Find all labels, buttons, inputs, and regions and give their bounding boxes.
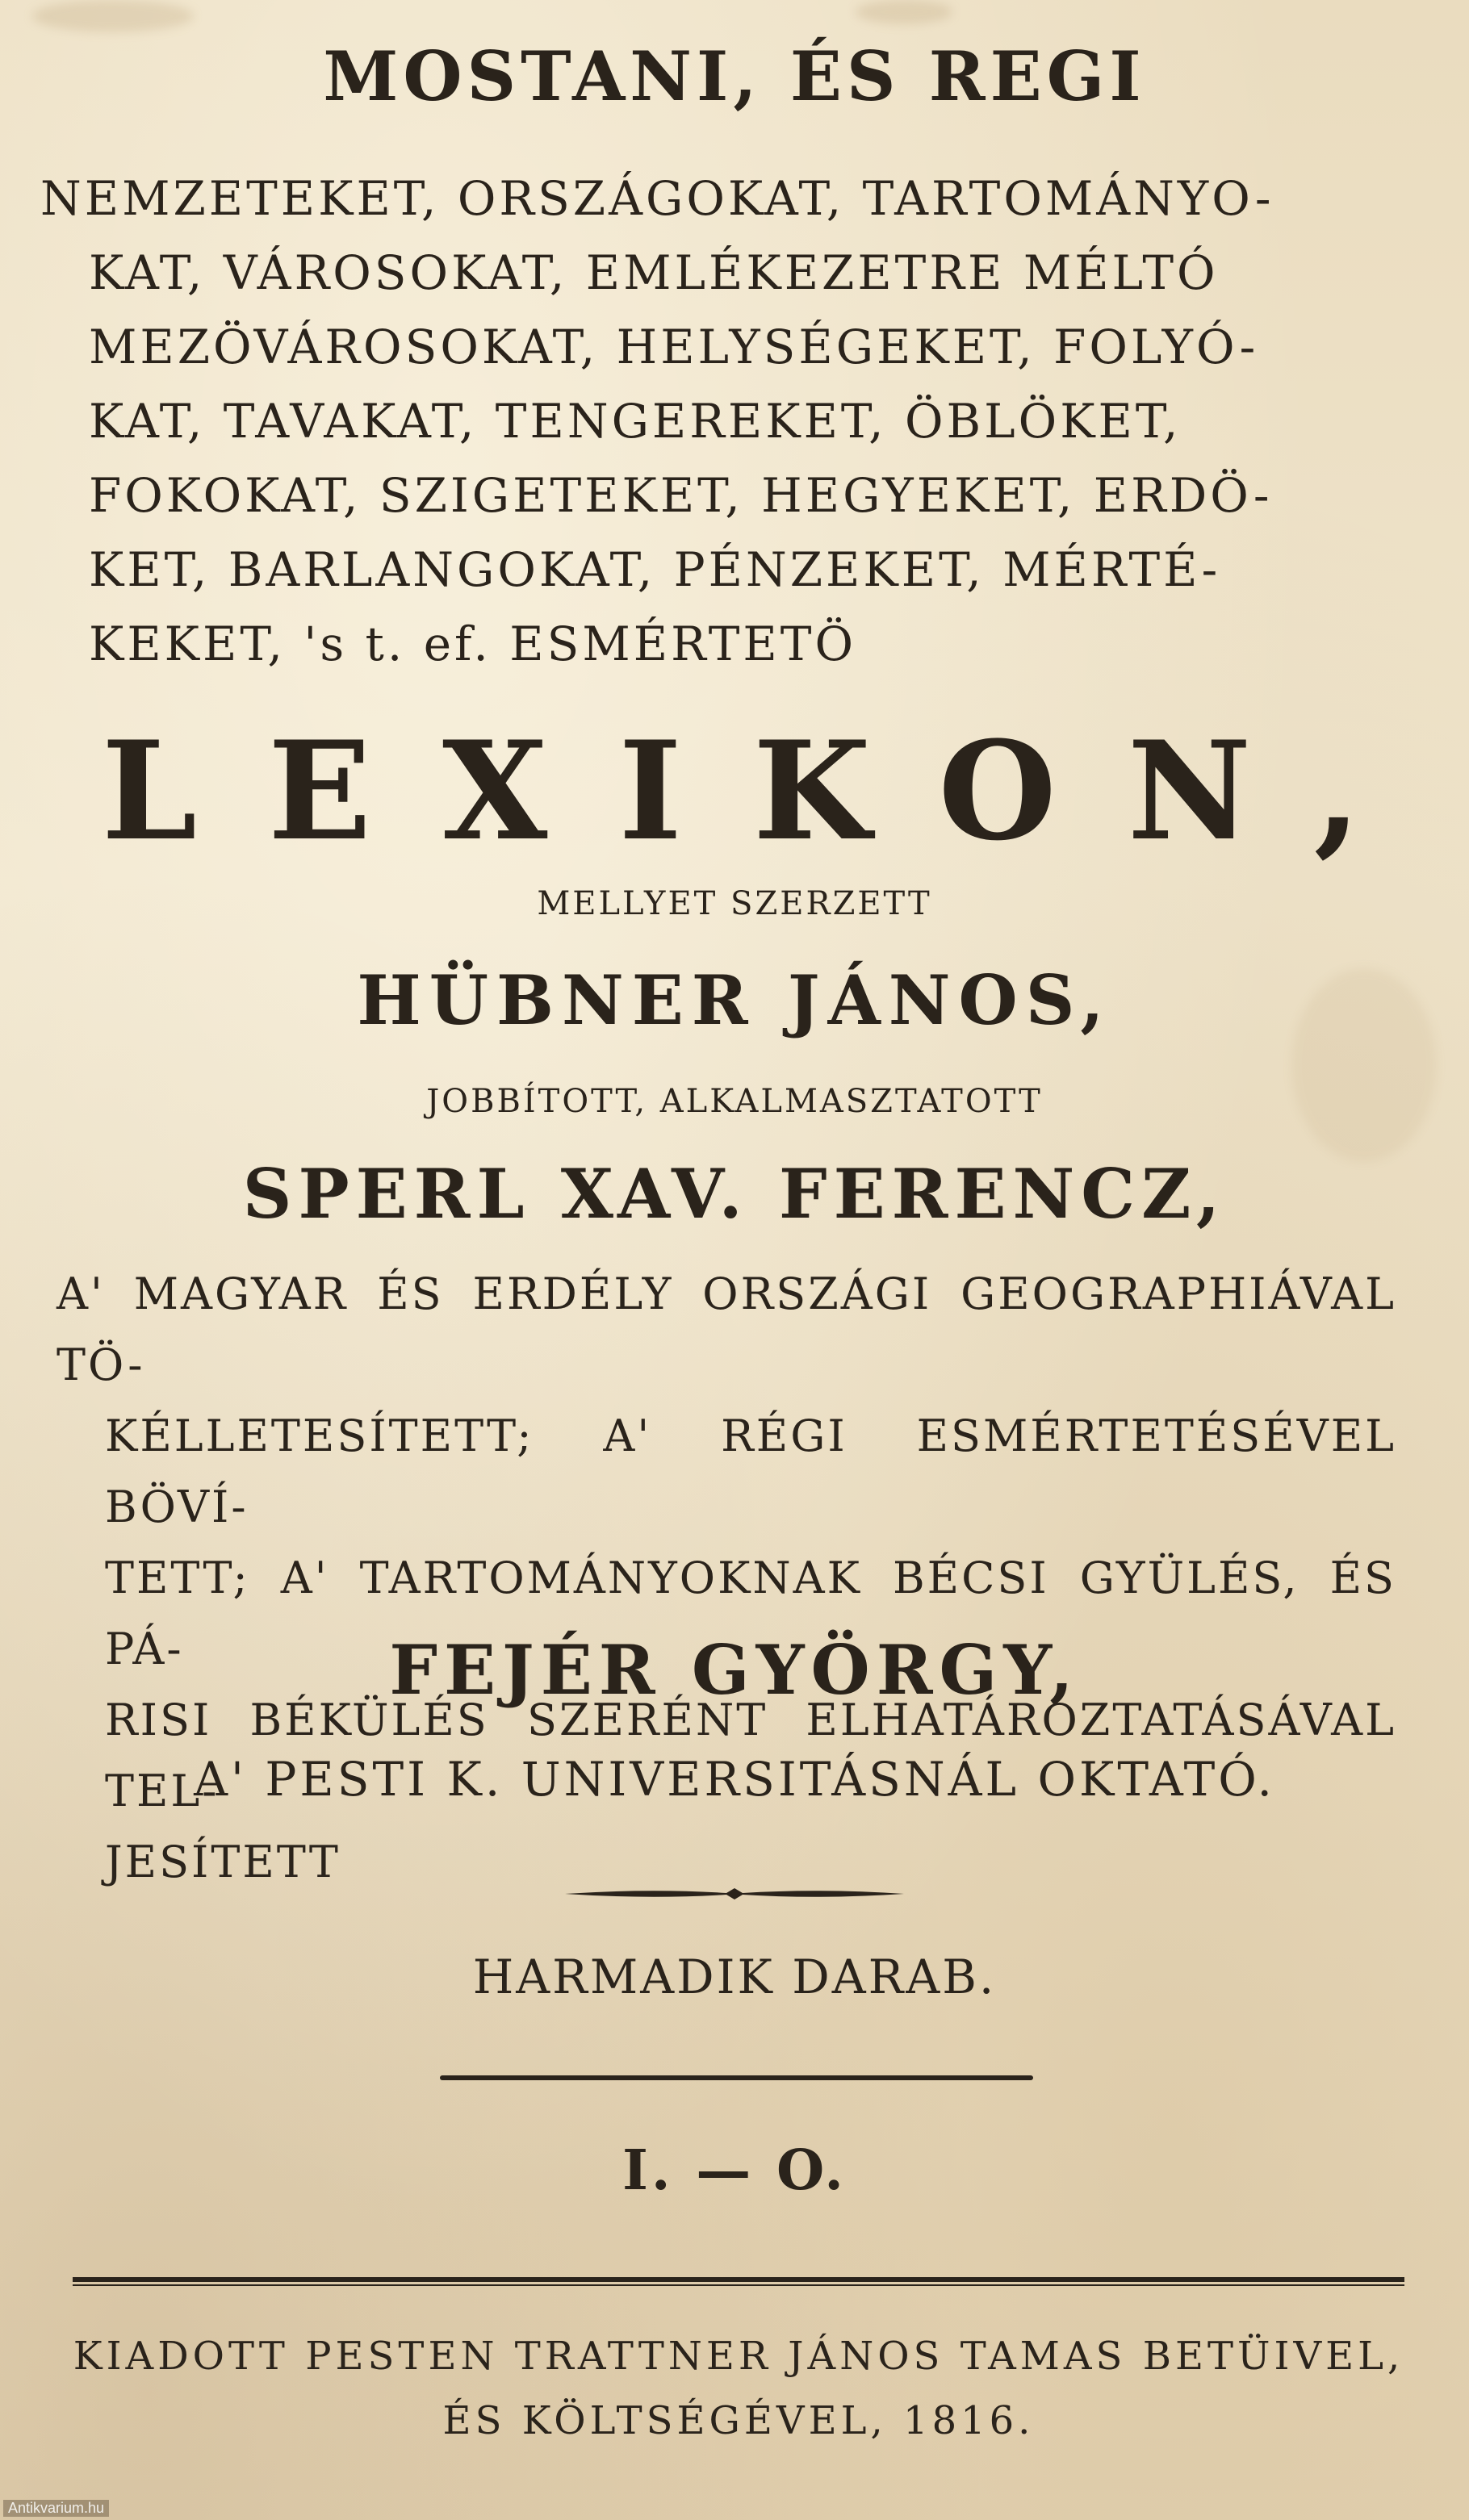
intro-line: NEMZETEKET, ORSZÁGOKAT, TARTOMÁNYO- xyxy=(40,171,1274,226)
intro-line: MEZÖVÁROSOKAT, HELYSÉGEKET, FOLYÓ- xyxy=(89,320,1259,374)
intro-line: KAT, TAVAKAT, TENGEREKET, ÖBLÖKET, xyxy=(89,394,1182,449)
watermark: Antikvarium.hu xyxy=(3,2500,109,2517)
main-title: LEXIKON, xyxy=(101,711,1433,871)
description-line: RISI BÉKÜLÉS SZERÉNT ELHATÁROZTATÁSÁVAL TEL- xyxy=(105,1695,1396,1816)
intro-line: KAT, VÁROSOKAT, EMLÉKEZETRE MÉLTÓ xyxy=(89,245,1219,300)
heading: MOSTANI, ÉS REGI xyxy=(323,36,1146,116)
intro-line: KET, BARLANGOKAT, PÉNZEKET, MÉRTÉ- xyxy=(89,542,1221,597)
authored-by-line: MELLYET SZERZETT xyxy=(537,885,932,922)
author-name: HÜBNER JÁNOS, xyxy=(357,960,1112,1040)
imprint-line: KIADOTT PESTEN TRATTNER JÁNOS TAMAS BETÜIVEL, xyxy=(73,2334,1404,2379)
improved-by-line: JOBBÍTOTT, ALKALMASZTATOTT xyxy=(426,1083,1043,1120)
imprint xyxy=(56,2324,1421,2453)
translator-name: FEJÉR GYÖRGY, xyxy=(389,1630,1080,1710)
description-line: TETT; A' TARTOMÁNYOKNAK BÉCSI GYÜLÉS, ÉS PÁ- xyxy=(105,1553,1396,1674)
intro-line: KEKET, 's t. ef. ESMÉRTETÖ xyxy=(89,616,857,671)
description-line: KÉLLETESÍTETT; A' RÉGI ESMÉRTETÉSÉVEL BÖVÍ- xyxy=(105,1410,1396,1532)
intro-paragraph xyxy=(40,161,1396,681)
imprint-line: ÉS KÖLTSÉGÉVEL, 1816. xyxy=(442,2398,1035,2443)
volume-label: HARMADIK DARAB. xyxy=(472,1950,997,2004)
description-line: A' MAGYAR ÉS ERDÉLY ORSZÁGI GEOGRAPHIÁVAL TÖ- xyxy=(56,1268,1396,1390)
paper-stain xyxy=(856,0,952,24)
divider-rule xyxy=(440,2075,1033,2080)
paper-stain xyxy=(32,0,194,32)
ornamental-rule xyxy=(565,1887,904,1901)
intro-line: FOKOKAT, SZIGETEKET, HEGYEKET, ERDÖ- xyxy=(89,468,1273,523)
letter-range: I. — O. xyxy=(622,2138,847,2203)
editor-name: SPERL XAV. FERENCZ, xyxy=(242,1154,1227,1234)
affiliation-line: A' PESTI K. UNIVERSITÁSNÁL OKTATÓ. xyxy=(194,1752,1275,1807)
double-rule xyxy=(73,2276,1404,2288)
description-line: JESÍTETT xyxy=(105,1837,341,1887)
